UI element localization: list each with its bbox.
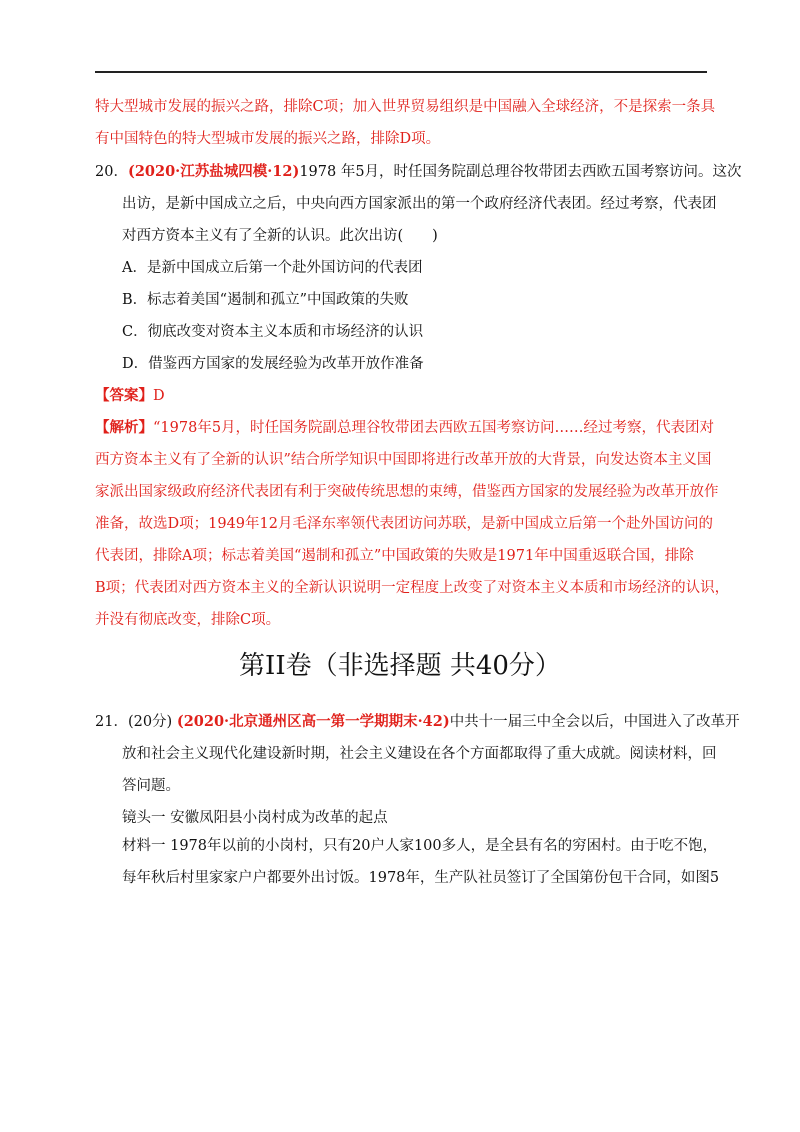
question-stem: 1978 年5月，时任国务院副总理谷牧带团去西欧五国考察访问。这次 (299, 164, 742, 180)
analysis-line-5: 代表团，排除A项；标志着美国“遏制和孤立”中国政策的失败是1971年中国重返联合国，排除 (95, 548, 694, 564)
question-stem: 出访，是新中国成立之后，中央向西方国家派出的第一个政府经济代表团。经过考察，代表团 (122, 196, 717, 212)
answer-label: 【答案】 (95, 387, 153, 404)
analysis-text: “1978年5月，时任国务院副总理谷牧带团去西欧五国考察访问……经过考察，代表团对 (153, 420, 715, 436)
question-source: (2020·北京通州区高一第一学期期末·42) (176, 713, 450, 730)
option-c: C．彻底改变对资本主义本质和市场经济的认识 (122, 324, 424, 340)
option-b: B．标志着美国“遏制和孤立”中国政策的失败 (122, 292, 409, 308)
analysis-label: 【解析】 (95, 419, 153, 436)
analysis-line-1 (95, 418, 714, 438)
answer (95, 386, 165, 406)
question-stem: 答问题。 (122, 778, 180, 794)
question-source: (2020·江苏盐城四模·12) (127, 163, 300, 180)
prev-analysis-line-2: 有中国特色的特大型城市发展的振兴之路，排除D项。 (95, 131, 441, 147)
prev-analysis-line-1: 特大型城市发展的振兴之路，排除C项；加入世界贸易组织是中国融入全球经济，不是探索一条具 (95, 99, 716, 115)
question-stem: 放和社会主义现代化建设新时期，社会主义建设在各个方面都取得了重大成就。阅读材料，回 (122, 746, 717, 762)
question-stem: 对西方资本主义有了全新的认识。此次出访( ) (122, 228, 438, 244)
header-rule (95, 71, 707, 73)
analysis-line-2: 西方资本主义有了全新的认识”结合所学知识中国即将进行改革开放的大背景，向发达资本主义国 (95, 452, 712, 468)
material-line-1: 材料一 1978年以前的小岗村，只有20户人家100多人，是全县有名的穷困村。由于吃不饱， (122, 838, 718, 854)
question-21 (95, 712, 740, 732)
option-a: A．是新中国成立后第一个赴外国访问的代表团 (122, 260, 423, 276)
analysis-line-3: 家派出国家级政府经济代表团有利于突破传统思想的束缚，借鉴西方国家的发展经验为改革开放作 (95, 484, 719, 500)
analysis-line-4: 准备，故选D项；1949年12月毛泽东率领代表团访问苏联，是新中国成立后第一个赴外国访问的 (95, 516, 713, 532)
option-d: D．借鉴西方国家的发展经验为改革开放作准备 (122, 356, 424, 372)
question-20 (95, 162, 742, 182)
analysis-line-6: B项；代表团对西方资本主义的全新认识说明一定程度上改变了对资本主义本质和市场经济的认识， (95, 580, 730, 596)
question-number: 20． (95, 164, 128, 180)
question-score: (20分) (127, 714, 173, 730)
question-number: 21． (95, 714, 128, 730)
shot-title: 镜头一 安徽凤阳县小岗村成为改革的起点 (122, 810, 388, 826)
material-line-2: 每年秋后村里家家户户都要外出讨饭。1978年，生产队社员签订了全国第份包干合同，如图5 (122, 870, 720, 886)
answer-value: D (153, 388, 165, 404)
section-title: 第II卷（非选择题 共40分） (239, 651, 561, 681)
analysis-line-7: 并没有彻底改变，排除C项。 (95, 612, 281, 628)
question-stem: 中共十一届三中全会以后，中国进入了改革开 (449, 714, 740, 730)
